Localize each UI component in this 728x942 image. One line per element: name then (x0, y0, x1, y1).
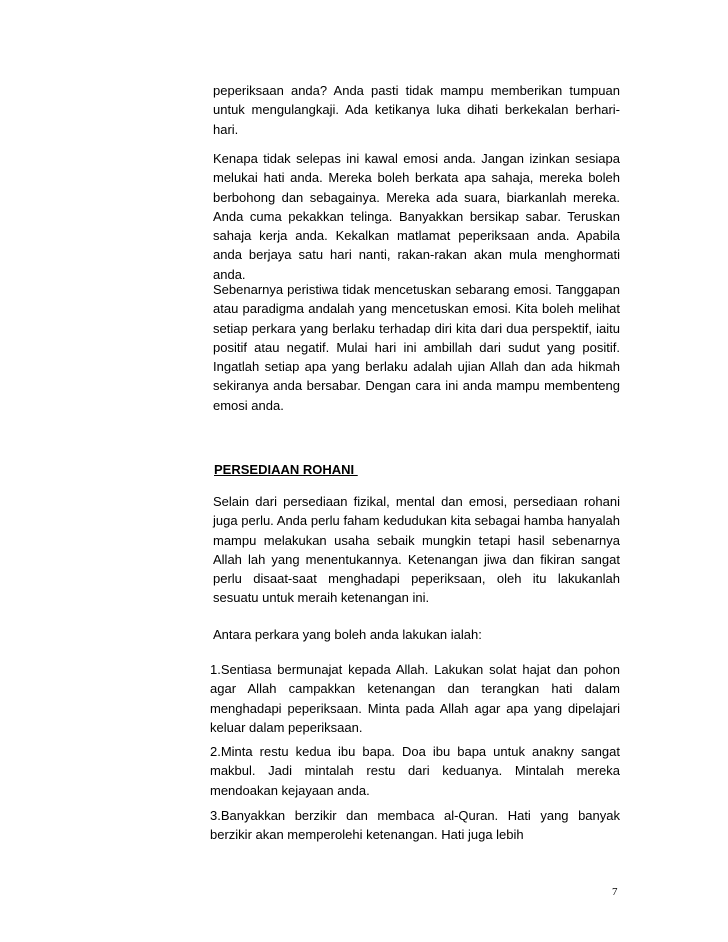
list-item: 2.Minta restu kedua ibu bapa. Doa ibu bapa untuk anakny sangat makbul. Jadi mintalah restu dari keduanya. Mintalah mereka mendoakan kejayaan anda. (210, 744, 620, 798)
paragraph-control-emotions: Kenapa tidak selepas ini kawal emosi anda. Jangan izinkan sesiapa melukai hati anda. Mereka boleh berkata apa sahaja, mereka boleh berbohong dan sebagainya. Mereka ada suara, biarkanlah mereka. Anda cuma pekakkan telinga. Banyakkan bersikap sabar. Teruskan sahaja kerja anda. Kekalkan matlamat peperiksaan anda. Apabila anda berjaya satu hari nanti, rakan-rakan akan mula menghormati anda. (213, 151, 620, 282)
section-heading-persediaan-rohani: PERSEDIAAN ROHANI (214, 462, 358, 477)
list-item: 3.Banyakkan berzikir dan membaca al-Quran. Hati yang banyak berzikir akan memperolehi ketenangan. Hati juga lebih (210, 808, 620, 843)
list-item: 1.Sentiasa bermunajat kepada Allah. Lakukan solat hajat dan pohon agar Allah campakkan ketenangan dan terangkan hati dalam menghadapi peperiksaan. Minta pada Allah agar apa yang dipelajari keluar dalam peperiksaan. (210, 662, 620, 735)
paragraph-exam-emotions: peperiksaan anda? Anda pasti tidak mampu memberikan tumpuan untuk mengulangkaji. Ada ketikanya luka dihati berkekalan berhari-hari. (213, 83, 620, 137)
paragraph-positive-perspective: Sebenarnya peristiwa tidak mencetuskan sebarang emosi. Tanggapan atau paradigma andalah yang mencetuskan emosi. Kita boleh melihat setiap perkara yang berlaku terhadap diri kita dari dua perspektif, iaitu positif atau negatif. Mulai hari ini ambillah dari sudut yang positif. Ingatlah setiap apa yang berlaku adalah ujian Allah dan ada hikmah sekiranya anda bersabar. Dengan cara ini anda mampu membenteng emosi anda. (213, 282, 620, 413)
paragraph-spiritual-preparation: Selain dari persediaan fizikal, mental dan emosi, persediaan rohani juga perlu. Anda perlu faham kedudukan kita sebagai hamba hanyalah mampu melakukan usaha sebaik mungkin tetapi hasil sebenarnya Allah lah yang menentukannya. Ketenangan jiwa dan fikiran sangat perlu disaat-saat menghadapi peperiksaan, oleh itu lakukanlah sesuatu untuk meraih ketenangan ini. (213, 494, 620, 606)
page-number: 7 (612, 886, 618, 898)
paragraph-list-intro: Antara perkara yang boleh anda lakukan ialah: (213, 627, 482, 642)
